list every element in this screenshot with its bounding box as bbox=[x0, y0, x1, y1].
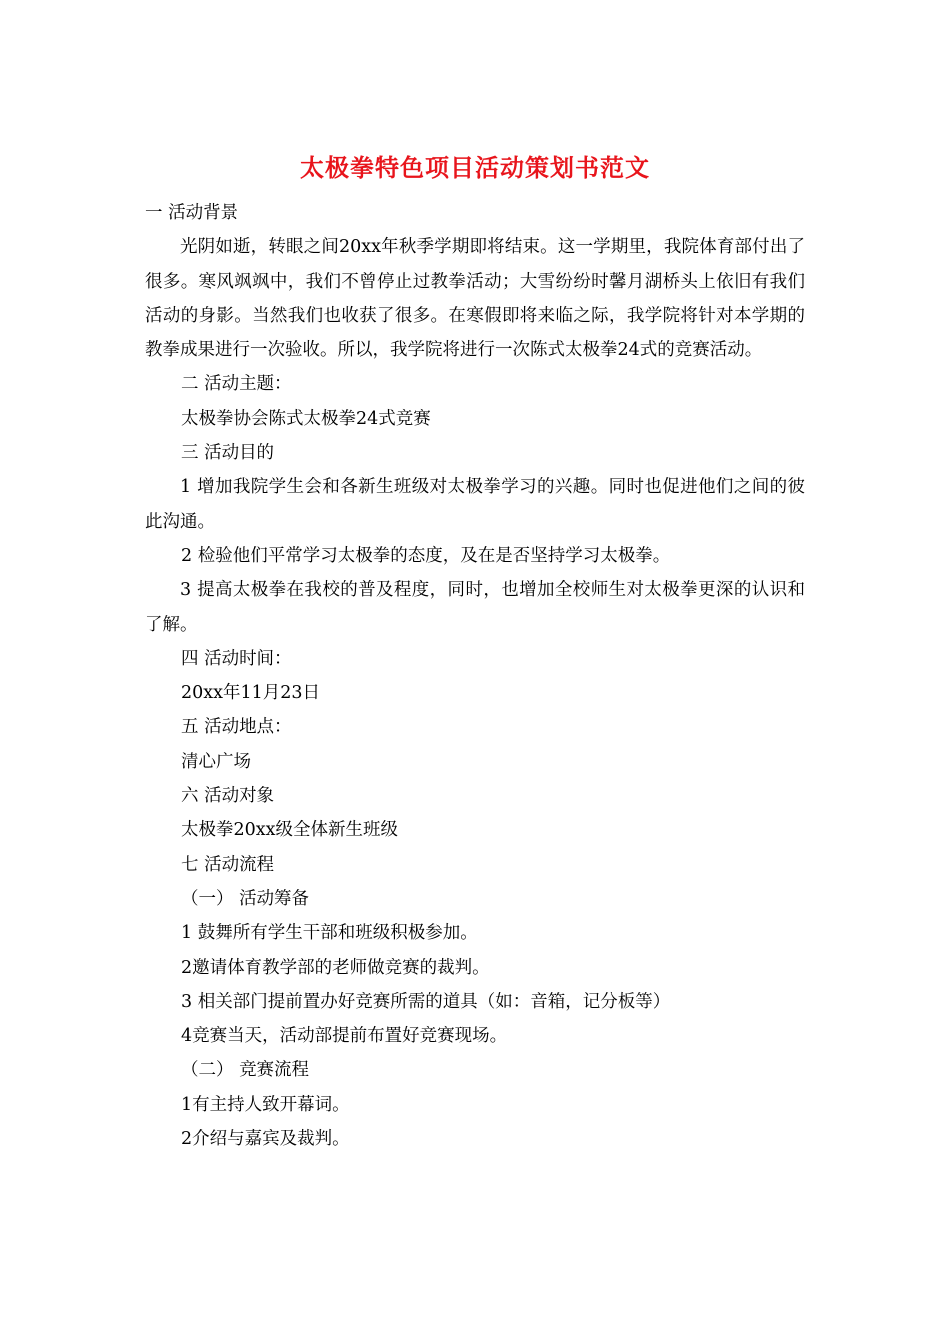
section-heading-audience: 六 活动对象 bbox=[181, 786, 275, 807]
preparation-item-2: 2邀请体育教学部的老师做竞赛的裁判。 bbox=[181, 957, 490, 978]
purpose-item-2: 2 检验他们平常学习太极拳的态度，及在是否坚持学习太极拳。 bbox=[181, 545, 671, 566]
section-heading-time: 四 活动时间： bbox=[181, 648, 292, 669]
section-heading-location: 五 活动地点： bbox=[181, 717, 292, 738]
location-text: 清心广场 bbox=[181, 751, 251, 772]
purpose-item-1: 1 增加我院学生会和各新生班级对太极拳学习的兴趣。同时也促进他们之间的彼此沟通。 bbox=[145, 477, 805, 532]
section-heading-theme: 二 活动主题： bbox=[181, 374, 292, 395]
audience-text: 太极拳20xx级全体新生班级 bbox=[181, 820, 399, 841]
purpose-item-3: 3 提高太极拳在我校的普及程度，同时，也增加全校师生对太极拳更深的认识和了解。 bbox=[145, 580, 805, 635]
subsection-heading-competition: （二） 竞赛流程 bbox=[181, 1060, 310, 1081]
preparation-item-4: 4竞赛当天，活动部提前布置好竞赛现场。 bbox=[181, 1026, 508, 1047]
time-text: 20xx年11月23日 bbox=[181, 683, 321, 704]
section-heading-background: 一 活动背景 bbox=[145, 203, 239, 223]
section-heading-purpose: 三 活动目的 bbox=[181, 443, 275, 464]
competition-item-1: 1有主持人致开幕词。 bbox=[181, 1094, 350, 1115]
document-title: 太极拳特色项目活动策划书范文 bbox=[300, 153, 650, 182]
preparation-item-1: 1 鼓舞所有学生干部和班级积极参加。 bbox=[181, 923, 478, 944]
paragraph-background: 光阴如逝，转眼之间20xx年秋季学期即将结束。这一学期里，我院体育部付出了很多。寒风飒飒中，我们不曾停止过教拳活动；大雪纷纷时馨月湖桥头上依旧有我们活动的身影。当然我们也收获了很多。在寒假即将来临之际，我学院将针对本学期的教拳成果进行一次验收。所以，我学院将进行一次陈式太极拳24式的竞赛活动。 bbox=[145, 237, 805, 361]
section-heading-process: 七 活动流程 bbox=[181, 854, 275, 875]
competition-item-2: 2介绍与嘉宾及裁判。 bbox=[181, 1129, 350, 1150]
preparation-item-3: 3 相关部门提前置办好竞赛所需的道具（如：音箱，记分板等） bbox=[181, 991, 671, 1012]
theme-text: 太极拳协会陈式太极拳24式竞赛 bbox=[181, 408, 431, 429]
subsection-heading-preparation: （一） 活动筹备 bbox=[181, 888, 310, 909]
document-body bbox=[145, 196, 805, 1156]
